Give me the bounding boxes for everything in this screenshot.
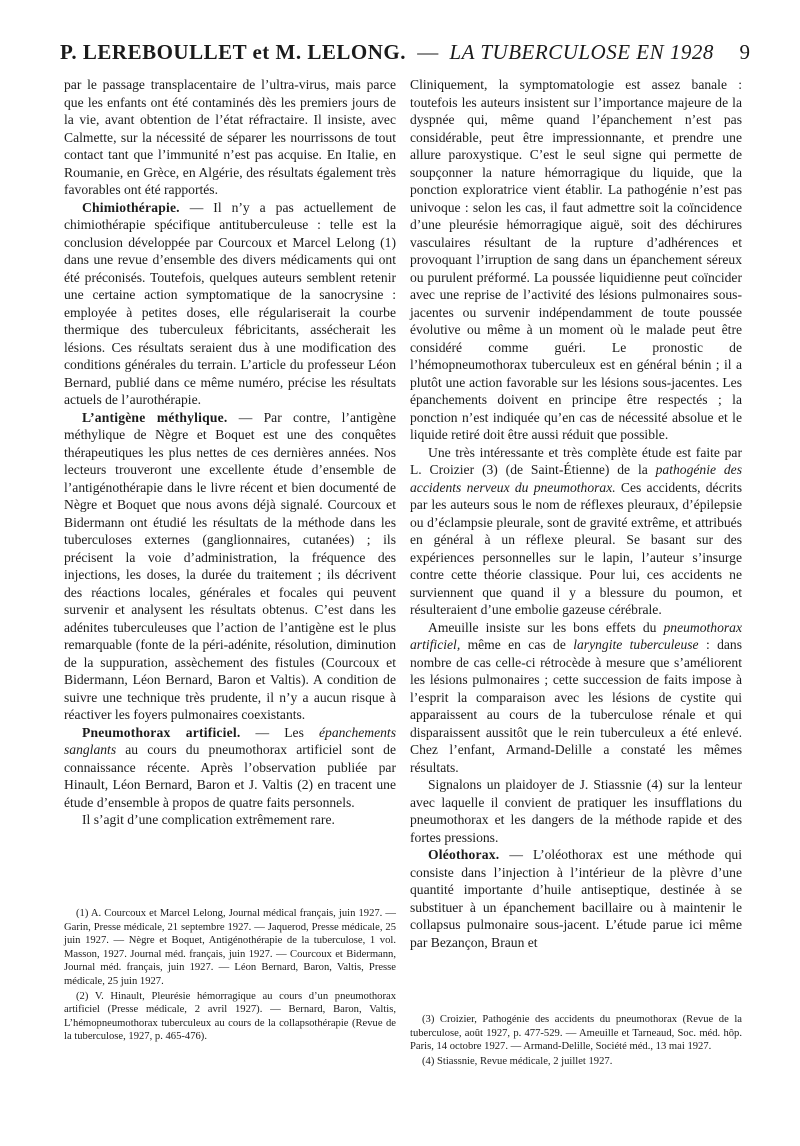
- italic-term: laryngite tuberculeuse: [573, 637, 699, 652]
- paragraph-pneumothorax: [64, 724, 396, 812]
- footnote: (3) Croizier, Pathogénie des accidents du pneumothorax (Revue de la tuberculose, août 1927, p. 477-529. — Ameuille et Tarneaud, Soc. méd. hôp. Paris, 14 octobre 1927. — Armand-Delille, Société méd., 13 mai 1927.: [410, 1014, 742, 1053]
- left-column: [64, 76, 396, 829]
- paragraph-text: Ameuille insiste sur les bons effets du: [428, 619, 664, 635]
- section-heading: Oléothorax.: [428, 847, 500, 862]
- running-header: [60, 40, 750, 80]
- footnote: (4) Stiassnie, Revue médicale, 2 juillet 1927.: [422, 1055, 613, 1067]
- footnote: (1) A. Courcoux et Marcel Lelong, Journal médical français, juin 1927. — Garin, Presse médicale, 21 septembre 1927. — Jaquerod, Presse médicale, 25 juin 1927. — Nègre et Boquet, Antigénothérapie de la tuberculose, 1 vol. Masson, 1927. Journal méd. français, juin 1927. — Courcoux et Bidermann, Journal méd. français, juin 1927. — Léon Bernard, Baron, Valtis, Presse médicale, 25 juin 1927.: [64, 908, 396, 987]
- paragraph-text: Ces accidents, décrits par les auteurs sous le nom de réflexes pleuraux, d’épilepsie ou d’éclampsie pleurale, sont de gravité extrême, et attribués en général à un réflexe pleural. Se basant sur des expériences personnelles sur le lapin, l’auteur s’insurge contre cette théorie classique. Pour lui, ces accidents ne surviennent que quand il y a blessure du poumon, et résulteraient d’une embolie gazeuse cérébrale.: [410, 479, 742, 617]
- paragraph-antigene: [64, 409, 396, 724]
- paragraph-text: — L’oléothorax est une méthode qui consiste dans l’injection à l’intérieur de la plèvre d’une quantité importante d’huile antiseptique, destinée à se substituer à un épanchement bacillaire ou à maintenir le collapsus pulmonaire sous-jacent. L’étude parue ici même par Bezançon, Braun et: [410, 847, 742, 950]
- paragraph-chimiotherapie: [64, 199, 396, 409]
- right-column: [410, 76, 742, 951]
- paragraph-text: au cours du pneumothorax artificiel sont de connaissance récente. Après l’observation publiée par Hinault, Léon Bernard, Baron et J. Valtis (2) en tracent une étude d’ensemble à propos de quatre faits personnels.: [64, 742, 396, 810]
- header-title: LA TUBERCULOSE EN 1928: [449, 40, 714, 64]
- paragraph-croizier: [410, 444, 742, 619]
- footnotes-left: [64, 907, 396, 1045]
- paragraph: Signalons un plaidoyer de J. Stiassnie (4) sur la lenteur avec laquelle il convient de pratiquer les insufflations du pneumothorax et les dangers de la méthode rapide et des fortes pressions.: [410, 777, 742, 845]
- paragraph: par le passage transplacentaire de l’ultra-virus, mais parce que les enfants ont été contaminés dès les premiers jours de la vie, avant obtention de l’état réfractaire. Il insiste, avec Calmette, sur la nécessité de séparer les nourrissons de tout contact tant que l’immunité n’est pas acquise. En Italie, en Roumanie, en Grèce, en Algérie, des résultats également très favorables ont été rapportés.: [64, 77, 396, 197]
- paragraph-oleothorax: [410, 846, 742, 951]
- paragraph-ameuille: [410, 619, 742, 777]
- footnote: (2) V. Hinault, Pleurésie hémorragique au cours d’un pneumothorax artificiel (Presse médicale, 2 avril 1927). — Bernard, Baron, Valtis, L’hémopneumothorax tuberculeux au cours de la collapsothérapie (Revue de la tuberculose, 1927, p. 465-476).: [64, 990, 396, 1043]
- italic-term: pathogénie des accidents nerveux du pneumothorax.: [410, 462, 742, 495]
- paragraph-text: — Il n’y a pas actuellement de chimiothérapie spécifique antituberculeuse : telle est la conclusion développée par Courcoux et Marcel Lelong (1) dans une revue d’ensemble des divers médicaments qui ont été préconisés. Toutefois, quelques auteurs semblent retenir une certaine action symptomatique de la sanocrysine : employée à petites doses, elle régulariserait la courbe thermique des tuberculeux fébricitants, assécherait les lésions. Ces résultats seraient dus à une modification des conditions générales du terrain. L’article du professeur Léon Bernard, publié dans ce même numéro, précise les résultats actuels de l’aurothérapie.: [64, 199, 396, 407]
- paragraph-text: même en cas de: [460, 637, 574, 652]
- header-dash: —: [417, 40, 439, 64]
- paragraph-text: — Par contre, l’antigène méthylique de Nègre et Boquet est une des conquêtes thérapeutiques les plus nettes de ces dernières années. Nos lecteurs trouveront une excellente étude d’ensemble de l’antigénothérapie dans le livre récent et bien documenté de Nègre et Boquet que nous avons déjà signalé. Courcoux et Bidermann ont étudié les résultats de la méthode dans les tuberculoses externes (ganglionnaires, cutanées) ; ils précisent la voie d’administration, la fréquence des injections, les doses, la durée du traitement ; ils décrivent des réactions locales, générales et focales qui peuvent survenir et analysent les résultats obtenus. C’est dans les adénites tuberculeuses que l’action de l’antigène est le plus remarquable (fonte de la péri-adénite, résolution, diminution de la suppuration, assèchement des fistules (Courcoux et Bidermann, Léon Bernard, Baron et Valtis). A condition de suivre une technique très prudente, il n’y a aucun risque à réactiver les foyers pulmonaires coexistants.: [64, 409, 397, 722]
- paragraph-text: : dans nombre de cas celle-ci rétrocède à mesure que s’améliorent les lésions pulmonaires ; cette succession de faits impose à l’esprit la comparaison avec les lésions de cystite qui apparaissent au cours de la tuberculose rénale et qui disparaissent aussitôt que le rein tuberculeux a été enlevé. Chez l’enfant, Armand-Delille a constaté les mêmes résultats.: [410, 637, 742, 775]
- section-heading: Pneumothorax artificiel.: [82, 724, 241, 740]
- paragraph: Cliniquement, la symptomatologie est assez banale : toutefois les auteurs insistent sur l’importance majeure de la dyspnée qui, même quand l’épanchement n’est pas considérable, peut être impressionnante, et prendre une allure paroxystique. C’est le seul signe qui permette de soupçonner la nature hémorragique du liquide, que la ponction exploratrice vient établir. La pathogénie n’est pas univoque : selon les cas, il faut admettre soit la coïncidence d’une pleurésie hémorragique aiguë, soit des déchirures vasculaires résultant de la rupture d’adhérences et provoquant l’irruption de sang dans un épanchement séreux ou purulent préformé. La poussée liquidienne peut coïncider avec une reprise de l’activité des lésions pulmonaires sous-jacentes ou survenir indépendamment de toute poussée évolutive ou même à un moment où le malade peut être considéré comme guéri. Le pronostic de l’hémopneumothorax tuberculeux est en général bénin ; il a plutôt une action favorable sur les lésions sous-jacentes. Les épanchements doivent en principe être respectés ; la ponction n’est indiquée qu’en cas de nécessité absolue et le liquide retiré doit être aussi réduit que possible.: [410, 77, 742, 442]
- section-heading: L’antigène méthylique.: [82, 409, 228, 425]
- italic-term: pneumothorax artificiel,: [410, 619, 742, 652]
- italic-term: épanchements sanglants: [64, 724, 396, 757]
- page-number: 9: [739, 40, 750, 64]
- paragraph: Il s’agit d’une complication extrêmement rare.: [82, 812, 335, 827]
- paragraph-text: Une très intéressante et très complète étude est faite par L. Croizier (3) (de Saint-Étienne) de la: [410, 444, 742, 477]
- paragraph-text: — Les: [240, 724, 319, 740]
- section-heading: Chimiothérapie.: [82, 199, 180, 215]
- header-authors: P. LEREBOULLET et M. LELONG.: [60, 40, 406, 64]
- footnotes-right: [410, 1013, 742, 1069]
